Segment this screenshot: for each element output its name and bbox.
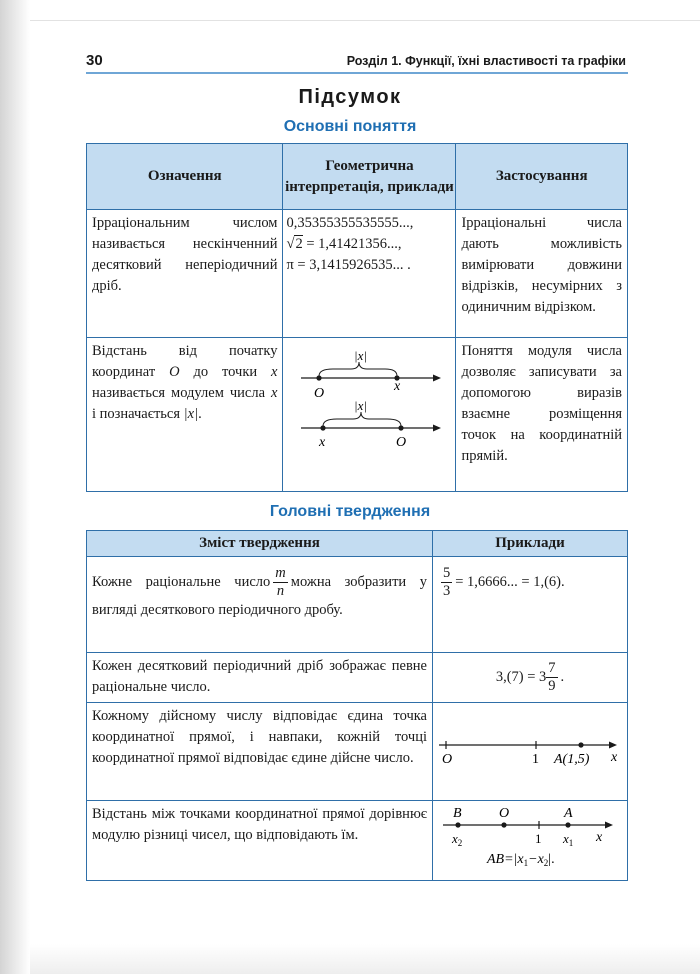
point-O-top: [317, 375, 322, 380]
irrational-examples: [283, 210, 456, 338]
mod-text-4: і позначається: [92, 406, 184, 422]
mod-x2: x: [271, 385, 278, 401]
label-one: 1: [532, 752, 539, 767]
point-O-bottom: [399, 425, 404, 430]
point-A: [578, 742, 583, 747]
rational-example-value: = 1,6666... = 1,(6).: [455, 573, 565, 590]
frac-7: 7: [548, 659, 556, 676]
distance-statement: Відстань між точками координатної прямої дорівнює модулю різниці чисел, що відповідають їм.: [87, 801, 433, 881]
irrational-definition: Ірраціональним числом називається нескінченний десятковий неперіодичний дріб.: [87, 210, 283, 338]
table1-header-row: [87, 144, 628, 210]
abs-label-top: |x|: [354, 348, 368, 363]
header-interpretation: Геометрична інтерпретація, приклади: [283, 144, 456, 210]
section1-title: Основні поняття: [283, 118, 417, 135]
header-definition: Означення: [87, 144, 283, 210]
periodic-example-end: .: [560, 668, 565, 685]
label-point-A: A(1,5): [554, 752, 590, 767]
header-rule: [86, 72, 628, 74]
arrow-top-icon: [433, 375, 441, 382]
modulus-definition: [87, 338, 283, 492]
fraction-m-n: [273, 565, 287, 600]
arrow-bottom-icon: [433, 425, 441, 432]
abs-label-bottom: |x|: [354, 398, 368, 413]
section2-title: Головні твердження: [269, 503, 431, 520]
point-x-bottom: [321, 425, 326, 430]
frac-5: 5: [443, 565, 451, 581]
table2-row-distance: [87, 801, 628, 881]
coordinate-axis-AB: [433, 801, 626, 873]
label-x-bottom: x: [319, 435, 326, 450]
page-title: Підсумок: [298, 86, 402, 108]
modulus-diagram: [283, 338, 453, 484]
bijection-diagram-cell: [433, 703, 628, 801]
sqrt-radicand: 2: [295, 236, 303, 252]
page-top-line: [30, 20, 700, 21]
brace-bottom: [323, 412, 401, 426]
main-statements-table: [86, 530, 628, 881]
table2-row-bijection: [87, 703, 628, 801]
label-O-top: O: [314, 386, 325, 401]
frac-m: m: [275, 565, 286, 581]
page-bottom-shade: [30, 944, 700, 974]
point-B: [455, 822, 460, 827]
page-number: 30: [86, 52, 103, 69]
modulus-application: Поняття модуля числа дозволяє записувати за допомогою виразів взаємне розміщення точок на координатній прямій.: [456, 338, 628, 492]
mod-abs: |x|: [183, 406, 199, 422]
table2-header-row: [87, 531, 628, 557]
table2-row-rational: [87, 557, 628, 653]
label-O-bottom: O: [396, 435, 407, 450]
mod-O: O: [169, 364, 180, 380]
rational-statement: [87, 557, 433, 653]
label-axis-x-AB: x: [596, 830, 603, 845]
label-x2: $x_2$: [452, 831, 463, 848]
table1-row-irrational: [87, 210, 628, 338]
label-axis-x: x: [611, 750, 618, 765]
axis-arrow-icon: [609, 742, 617, 749]
sqrt-value: = 1,41421356...,: [302, 236, 402, 252]
point-O: [501, 822, 506, 827]
table2-row-periodic: [87, 653, 628, 703]
frac-3: 3: [443, 583, 451, 599]
mod-text-5: .: [198, 406, 202, 422]
fraction-7-9: [546, 660, 557, 695]
example-sqrt2: √2 = 1,41421356...,: [286, 236, 402, 252]
point-A-AB: [565, 822, 570, 827]
brace-top: [319, 362, 397, 376]
label-x1: $x_1$: [563, 831, 574, 848]
axis-arrow-AB-icon: [605, 822, 613, 829]
fraction-5-3: [441, 565, 452, 600]
page-edge-shadow: [0, 0, 30, 974]
label-one-AB: 1: [535, 831, 542, 846]
mod-text-1: Відстань від початку координат: [92, 343, 278, 380]
mod-x: x: [271, 364, 278, 380]
frac-n: n: [276, 583, 285, 599]
rational-example: [433, 557, 628, 653]
example-pi: π = 3,1415926535... .: [286, 257, 411, 273]
mod-text-2: до точки: [179, 364, 272, 380]
rational-text-1: Кожне раціональне число: [92, 573, 271, 590]
rational-text-2: можна зобразити у вигляді десяткового періодичного дробу.: [92, 573, 427, 618]
distance-diagram-cell: [433, 801, 628, 881]
periodic-example: [433, 653, 628, 703]
periodic-statement: Кожен десятковий періодичний дріб зображає певне раціональне число.: [87, 653, 433, 703]
bijection-statement: Кожному дійсному числу відповідає єдина точка координатної прямої, і навпаки, кожній точці координатної прямої відповідає єдине дійсне число.: [87, 703, 433, 801]
label-origin: O: [442, 752, 453, 767]
header-examples: Приклади: [433, 531, 628, 557]
basic-concepts-table: [86, 143, 628, 492]
coordinate-axis-A: [433, 703, 626, 793]
header-statement: Зміст твердження: [87, 531, 433, 557]
irrational-application: Ірраціональні числа дають можливість вимірювати довжини відрізків, несумірних з одиничним відрізком.: [456, 210, 628, 338]
label-B: B: [453, 806, 462, 821]
label-O: O: [499, 806, 510, 821]
frac-9: 9: [548, 677, 556, 694]
modulus-diagram-cell: [283, 338, 456, 492]
mod-text-3: називається модулем числа: [92, 385, 272, 401]
example-decimal: 0,35355355535555...,: [286, 215, 414, 231]
distance-formula: $AB=|x_1-x_2|$.: [487, 852, 555, 868]
header-application: Застосування: [456, 144, 628, 210]
running-head: Розділ 1. Функції, їхні властивості та графіки: [346, 54, 626, 68]
periodic-example-left: 3,(7) = 3: [495, 668, 547, 685]
table1-row-modulus: [87, 338, 628, 492]
label-A: A: [564, 806, 573, 821]
label-x-top: x: [394, 379, 401, 394]
